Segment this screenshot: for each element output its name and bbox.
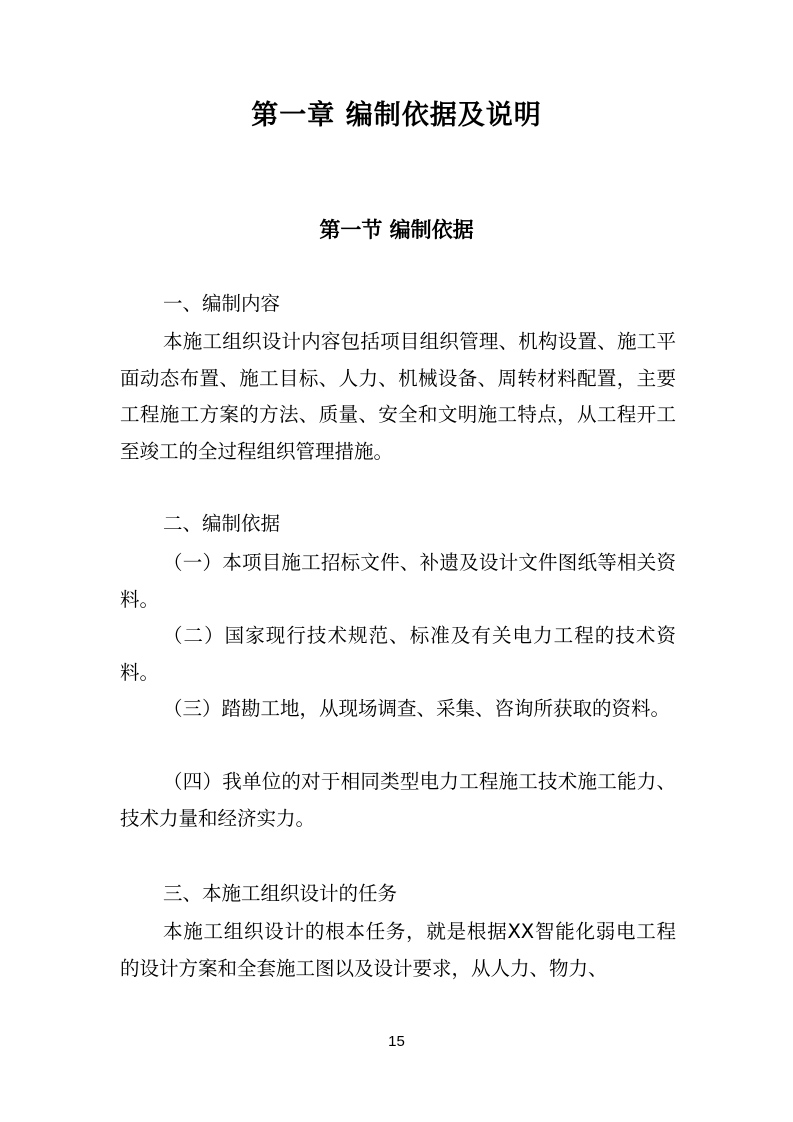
part2-item: （一）本项目施工招标文件、补遗及设计文件图纸等相关资料。 [120,551,676,611]
part2-item-block-4 [120,764,676,837]
part3-paragraph-block [120,914,676,987]
part1-paragraph: 本施工组织设计内容包括项目组织管理、机构设置、施工平面动态布置、施工目标、人力、机械设备、周转材料配置，主要工程施工方案的方法、质量、安全和文明施工特点，从工程开工至竣工的全过程组织管理措施。 [120,330,676,463]
page-number: 15 [388,1033,405,1050]
part2-heading: 二、编制依据 [163,512,281,535]
part1-paragraph-block [120,324,676,470]
part2-item: （四）我单位的对于相同类型电力工程施工技术施工能力、技术力量和经济实力。 [120,770,676,830]
section-title: 第一节 编制依据 [319,218,474,242]
part1-heading: 一、编制内容 [163,292,281,315]
part3-paragraph: 本施工组织设计的根本任务，就是根据XX智能化弱电工程的设计方案和全套施工图以及设计要求，从人力、物力、 [120,920,676,980]
part2-item-block-1 [120,545,676,618]
part2-item-block-2 [120,618,676,691]
part3-heading: 三、本施工组织设计的任务 [163,882,398,905]
part2-item: （二）国家现行技术规范、标准及有关电力工程的技术资料。 [120,624,676,684]
chapter-title: 第一章 编制依据及说明 [251,100,542,131]
part2-item-block-3 [120,691,676,728]
part2-item: （三）踏勘工地，从现场调查、采集、咨询所获取的资料。 [163,697,671,720]
